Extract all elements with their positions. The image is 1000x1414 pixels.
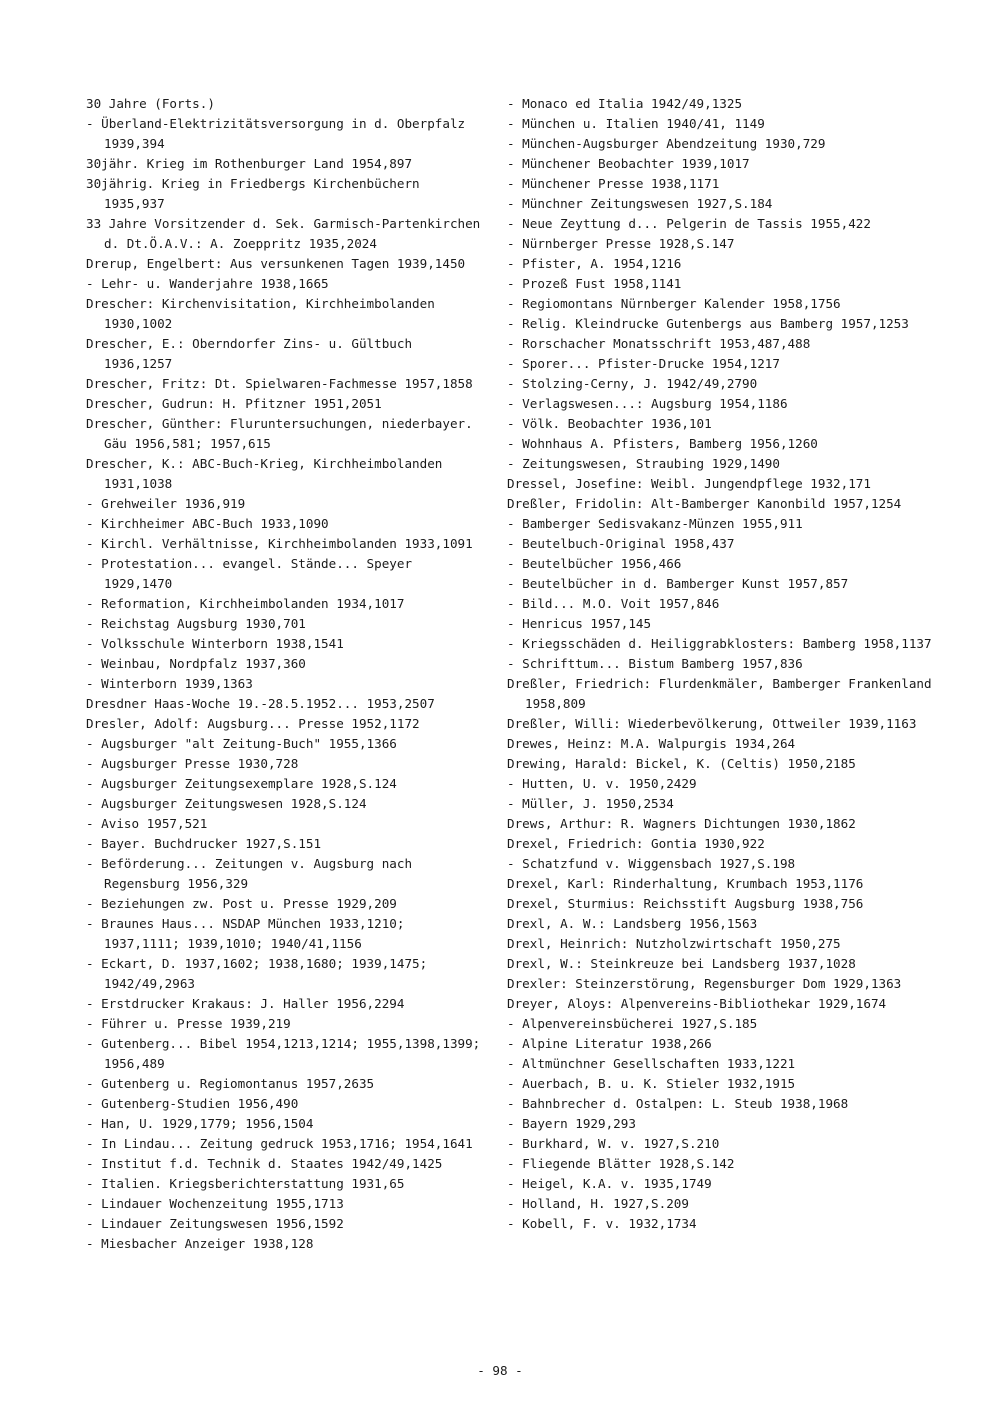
index-entry: - Erstdrucker Krakaus: J. Haller 1956,2294 [86,996,405,1011]
index-entry: - Winterborn 1939,1363 [86,676,253,691]
index-entry: - Han, U. 1929,1779; 1956,1504 [86,1116,314,1131]
index-entry: - Müller, J. 1950,2534 [507,796,674,811]
index-entry: - Auerbach, B. u. K. Stieler 1932,1915 [507,1076,796,1091]
index-entry: - Augsburger Zeitungswesen 1928,S.124 [86,796,367,811]
index-entry: - Reformation, Kirchheimbolanden 1934,1017 [86,596,405,611]
index-entry: - Beutelbücher 1956,466 [507,556,682,571]
index-entry: - Hutten, U. v. 1950,2429 [507,776,697,791]
index-entry: - Stolzing-Cerny, J. 1942/49,2790 [507,376,758,391]
index-entry: Dresler, Adolf: Augsburg... Presse 1952,1172 [86,716,420,731]
index-entry: - Lehr- u. Wanderjahre 1938,1665 [86,276,329,291]
index-entry: - München-Augsburger Abendzeitung 1930,729 [507,136,826,151]
index-entry: - Aviso 1957,521 [86,816,208,831]
index-entry: Drewing, Harald: Bickel, K. (Celtis) 1950,2185 [507,756,856,771]
index-entry: - Reichstag Augsburg 1930,701 [86,616,306,631]
index-entry: - Miesbacher Anzeiger 1938,128 [86,1236,314,1251]
index-entry: - Kirchheimer ABC-Buch 1933,1090 [86,516,329,531]
index-entry: - Kirchl. Verhältnisse, Kirchheimbolanden 1933,1091 [86,536,473,551]
index-entry: - Kriegsschäden d. Heiliggrabklosters: Bamberg 1958,1137 [507,636,932,651]
index-entry: Drexel, Friedrich: Gontia 1930,922 [507,836,765,851]
index-entry: - In Lindau... Zeitung gedruck 1953,1716; 1954,1641 [86,1136,473,1151]
index-entry: 30jähr. Krieg im Rothenburger Land 1954,897 [86,156,413,171]
index-entry: - Kobell, F. v. 1932,1734 [507,1216,697,1231]
index-entry: - Heigel, K.A. v. 1935,1749 [507,1176,712,1191]
index-entry: - Münchner Zeitungswesen 1927,S.184 [507,196,773,211]
index-entry: - Wohnhaus A. Pfisters, Bamberg 1956,1260 [507,436,818,451]
index-entry: Dresdner Haas-Woche 19.-28.5.1952... 1953,2507 [86,696,435,711]
index-entry: - Gutenberg-Studien 1956,490 [86,1096,299,1111]
index-entry: Drescher, Günther: Fluruntersuchungen, niederbayer. Gäu 1956,581; 1957,615 [86,416,481,451]
right-column [507,94,947,1234]
index-entry: Drerup, Engelbert: Aus versunkenen Tagen 1939,1450 [86,256,466,271]
index-entry: - Führer u. Presse 1939,219 [86,1016,291,1031]
index-entry: - Fliegende Blätter 1928,S.142 [507,1156,735,1171]
index-entry: - Schrifttum... Bistum Bamberg 1957,836 [507,656,803,671]
index-entry: Drexel, Karl: Rinderhaltung, Krumbach 1953,1176 [507,876,864,891]
index-entry: - Relig. Kleindrucke Gutenbergs aus Bamberg 1957,1253 [507,316,909,331]
index-entry: Drescher, Gudrun: H. Pfitzner 1951,2051 [86,396,382,411]
index-entry: - Institut f.d. Technik d. Staates 1942/49,1425 [86,1156,443,1171]
index-entry: Drexel, Sturmius: Reichsstift Augsburg 1938,756 [507,896,864,911]
index-entry: - Rorschacher Monatsschrift 1953,487,488 [507,336,811,351]
index-entry: - Protestation... evangel. Stände... Speyer 1929,1470 [86,556,420,591]
page-number: - 98 - [477,1363,523,1378]
index-entry: - München u. Italien 1940/41, 1149 [507,116,765,131]
index-entry: - Augsburger Presse 1930,728 [86,756,299,771]
index-entry: - Zeitungswesen, Straubing 1929,1490 [507,456,780,471]
index-entry: - Beziehungen zw. Post u. Presse 1929,209 [86,896,397,911]
index-entry: - Beutelbücher in d. Bamberger Kunst 1957,857 [507,576,849,591]
index-entry: - Sporer... Pfister-Drucke 1954,1217 [507,356,780,371]
index-entry: - Beförderung... Zeitungen v. Augsburg nach Regensburg 1956,329 [86,856,420,891]
index-entry: - Prozeß Fust 1958,1141 [507,276,682,291]
index-entry: Drexl, A. W.: Landsberg 1956,1563 [507,916,758,931]
index-entry: - Lindauer Wochenzeitung 1955,1713 [86,1196,344,1211]
index-entry: - Bamberger Sedisvakanz-Münzen 1955,911 [507,516,803,531]
index-entry: Drescher, E.: Oberndorfer Zins- u. Gültbuch 1936,1257 [86,336,420,371]
index-entry: - Überland-Elektrizitätsversorgung in d. Oberpfalz 1939,394 [86,116,473,151]
index-entry: - Gutenberg... Bibel 1954,1213,1214; 1955,1398,1399; 1956,489 [86,1036,488,1071]
index-entry: - Lindauer Zeitungswesen 1956,1592 [86,1216,344,1231]
index-entry: 30jährig. Krieg in Friedbergs Kirchenbüchern 1935,937 [86,176,428,211]
index-entry: - Münchener Presse 1938,1171 [507,176,720,191]
index-entry: - Weinbau, Nordpfalz 1937,360 [86,656,306,671]
index-entry: Drews, Arthur: R. Wagners Dichtungen 1930,1862 [507,816,856,831]
index-entry: - Burkhard, W. v. 1927,S.210 [507,1136,720,1151]
index-entry: - Augsburger Zeitungsexemplare 1928,S.124 [86,776,397,791]
index-entry: - Schatzfund v. Wiggensbach 1927,S.198 [507,856,796,871]
index-entry: Drexl, Heinrich: Nutzholzwirtschaft 1950,275 [507,936,841,951]
index-entry: - Alpine Literatur 1938,266 [507,1036,712,1051]
index-entry: - Beutelbuch-Original 1958,437 [507,536,735,551]
index-entry: - Regiomontans Nürnberger Kalender 1958,1756 [507,296,841,311]
index-entry: Drexler: Steinzerstörung, Regensburger Dom 1929,1363 [507,976,902,991]
index-entry: - Gutenberg u. Regiomontanus 1957,2635 [86,1076,375,1091]
index-entry: - Grehweiler 1936,919 [86,496,246,511]
index-entry: - Münchener Beobachter 1939,1017 [507,156,750,171]
index-entry: - Monaco ed Italia 1942/49,1325 [507,96,743,111]
index-entry: - Henricus 1957,145 [507,616,652,631]
index-entry: - Altmünchner Gesellschaften 1933,1221 [507,1056,796,1071]
index-entry: - Eckart, D. 1937,1602; 1938,1680; 1939,1475; 1942/49,2963 [86,956,435,991]
index-entry: - Italien. Kriegsberichterstattung 1931,65 [86,1176,405,1191]
index-entry: - Volksschule Winterborn 1938,1541 [86,636,344,651]
index-entry: Drexl, W.: Steinkreuze bei Landsberg 1937,1028 [507,956,856,971]
left-column [86,94,486,1254]
index-entry: - Bayer. Buchdrucker 1927,S.151 [86,836,322,851]
index-entry: - Nürnberger Presse 1928,S.147 [507,236,735,251]
index-entry: - Bild... M.O. Voit 1957,846 [507,596,720,611]
index-entry: - Pfister, A. 1954,1216 [507,256,682,271]
index-entry: - Alpenvereinsbücherei 1927,S.185 [507,1016,758,1031]
index-entry: Dreßler, Friedrich: Flurdenkmäler, Bamberger Frankenland 1958,809 [507,676,940,711]
index-entry: - Neue Zeyttung d... Pelgerin de Tassis 1955,422 [507,216,871,231]
index-entry: - Braunes Haus... NSDAP München 1933,1210; 1937,1111; 1939,1010; 1940/41,1156 [86,916,413,951]
index-entry: - Augsburger "alt Zeitung-Buch" 1955,1366 [86,736,397,751]
index-entry: Drewes, Heinz: M.A. Walpurgis 1934,264 [507,736,796,751]
index-entry: 33 Jahre Vorsitzender d. Sek. Garmisch-Partenkirchen d. Dt.Ö.A.V.: A. Zoeppritz 1935,2024 [86,216,488,251]
index-entry: Dreßler, Willi: Wiederbevölkerung, Ottweiler 1939,1163 [507,716,917,731]
index-entry: - Holland, H. 1927,S.209 [507,1196,689,1211]
index-entry: - Völk. Beobachter 1936,101 [507,416,712,431]
index-entry: Drescher: Kirchenvisitation, Kirchheimbolanden 1930,1002 [86,296,443,331]
index-entry: - Verlagswesen...: Augsburg 1954,1186 [507,396,788,411]
index-entry: Dressel, Josefine: Weibl. Jungendpflege 1932,171 [507,476,871,491]
index-entry: Dreßler, Fridolin: Alt-Bamberger Kanonbild 1957,1254 [507,496,902,511]
index-entry: Drescher, K.: ABC-Buch-Krieg, Kirchheimbolanden 1931,1038 [86,456,450,491]
index-entry: 30 Jahre (Forts.) [86,96,215,111]
index-entry: Drescher, Fritz: Dt. Spielwaren-Fachmesse 1957,1858 [86,376,473,391]
index-entry: - Bayern 1929,293 [507,1116,636,1131]
index-entry: Dreyer, Aloys: Alpenvereins-Bibliothekar 1929,1674 [507,996,887,1011]
index-entry: - Bahnbrecher d. Ostalpen: L. Steub 1938,1968 [507,1096,849,1111]
